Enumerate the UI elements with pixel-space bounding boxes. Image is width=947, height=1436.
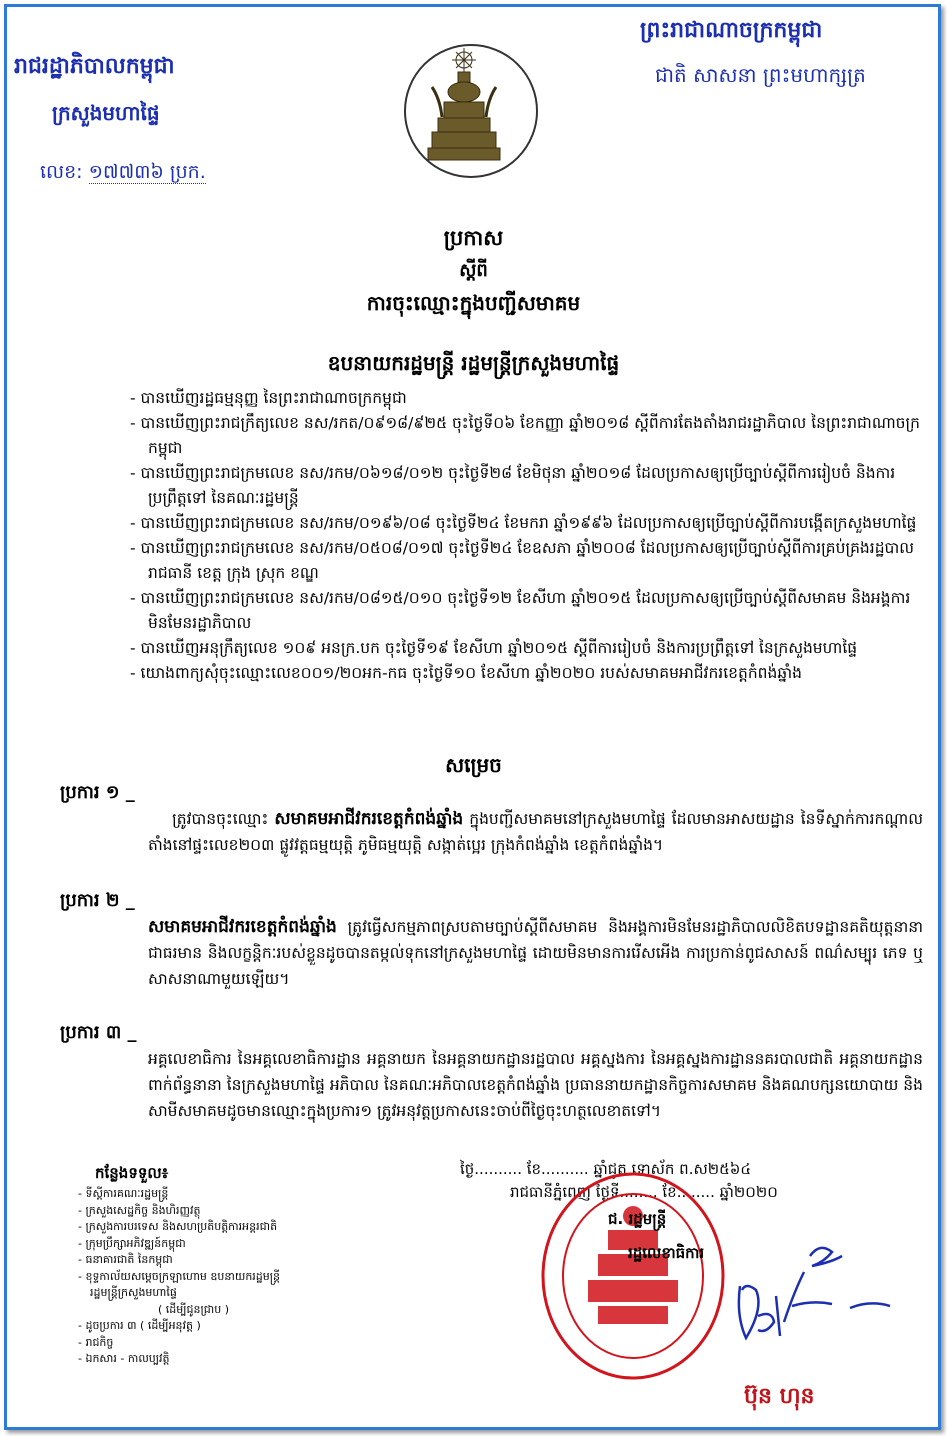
decision-heading: សម្រេច: [445, 753, 502, 777]
article-2-association: សមាគមអាជីវករខេត្តកំពង់ឆ្នាំង: [148, 917, 337, 937]
recipient-item: - ឯកសារ - កាលប្បវត្តិ: [78, 1352, 170, 1365]
recipients-title: កន្លែងទទួល៖: [95, 1164, 169, 1182]
recipient-item: - ដូចប្រការ ៣ ( ដើម្បីអនុវត្ត ): [78, 1319, 201, 1332]
preamble-item: - បានឃើញព្រះរាជក្រមលេខ នស/រកម/០៨១៥/០១០ ចុះថ្ងៃទី១២ ខែសីហា ឆ្នាំ២០១៥ ដែលប្រកាសឲ្យប្រើច្បាប់ស្តីពីសមាគម និងអង្គការមិនមែនរដ្ឋាភិបាល: [130, 589, 911, 632]
preamble-item: - បានឃើញព្រះរាជក្រមលេខ នស/រកម/០៥០៨/០១៧ ចុះថ្ងៃទី២៤ ខែឧសភា ឆ្នាំ២០០៨ ដែលប្រកាសឲ្យប្រើច្បាប់ស្តីពីការគ្រប់គ្រងរដ្ឋបាលរាជធានី ខេត្ត ក្រុង ស្រុក ខណ្ឌ: [130, 539, 915, 582]
kingdom-name: ព្រះរាជាណាចក្រកម្ពុជា: [640, 18, 823, 43]
royal-emblem-icon: [402, 42, 540, 180]
recipients-list: [78, 1186, 408, 1368]
reference-label: លេខ:: [40, 161, 83, 183]
government-name: រាជរដ្ឋាភិបាលកម្ពុជា: [14, 54, 175, 79]
solar-date: រាជធានីភ្នំពេញ ថ្ងៃទី........ ខែ........ ឆ្នាំ២០២០: [510, 1183, 778, 1201]
reference-number: [40, 160, 206, 188]
preamble-item: - យោងពាក្យសុំចុះឈ្មោះលេខ០០១/២០អក-កធ ចុះថ្ងៃទី១០ ខែសីហា ឆ្នាំ២០២០ របស់សមាគមអាជីវករខេត្តកំពង់ឆ្នាំង: [130, 664, 802, 682]
reference-value: ១៧៧៣៦ ប្រក.: [88, 161, 206, 183]
recipient-item: - ក្រសួងសេដ្ឋកិច្ច និងហិរញ្ញវត្ថុ: [78, 1203, 201, 1217]
article-1-post: ក្នុងបញ្ជីសមាគមនៅក្រសួងមហាផ្ទៃ ដែលមានអាសយដ្ឋាន នៃទីស្នាក់ការកណ្តាលតាំងនៅផ្ទះលេខ២០៣ ផ្លូវវត្តធម្មយុត្តិ ភូមិធម្មយុត្តិ សង្កាត់ប្អេរ ក្រុងកំពង់ឆ្នាំង ខេត្តកំពង់ឆ្នាំង។: [148, 810, 923, 854]
recipient-item: - ក្រុមប្រឹក្សាអភិវឌ្ឍន៍កម្ពុជា: [78, 1236, 186, 1250]
preamble-item: - បានឃើញរដ្ឋធម្មនុញ្ញ នៃព្រះរាជាណាចក្រកម្ពុជា: [130, 389, 407, 407]
recipient-item: - រាជកិច្ច: [78, 1335, 114, 1349]
preamble-item: - បានឃើញព្រះរាជក្រមលេខ នស/រកម/០៦១៨/០១២ ចុះថ្ងៃទី២៨ ខែមិថុនា ឆ្នាំ២០១៨ ដែលប្រកាសឲ្យប្រើច្បាប់ស្តីពីការរៀបចំ និងការប្រព្រឹត្តទៅ នៃគណៈរដ្ឋមន្ត្រី: [130, 464, 896, 507]
article-1-body: [148, 806, 923, 858]
document-about: ស្តីពី: [459, 260, 488, 281]
preamble-item: - បានឃើញព្រះរាជក្រមលេខ នស/រកម/០១៩៦/០៨ ចុះថ្ងៃទី២៤ ខែមករា ឆ្នាំ១៩៩៦ ដែលប្រកាសឲ្យប្រើច្បាប់ស្តីពីការបង្កើតក្រសួងមហាផ្ទៃ: [130, 514, 917, 532]
signature-icon: [700, 1226, 920, 1356]
recipient-item: - ខុទ្ទកាល័យសម្តេចក្រឡាហោម ឧបនាយករដ្ឋមន្ត្រី: [78, 1269, 281, 1283]
issuer-title: ឧបនាយករដ្ឋមន្ត្រី រដ្ឋមន្ត្រីក្រសួងមហាផ្ទៃ: [327, 351, 620, 375]
article-3-pre: អគ្គលេខាធិការ នៃអគ្គលេខាធិការដ្ឋាន អគ្គនាយក នៃអគ្គនាយកដ្ឋានរដ្ឋបាល អគ្គស្នងការ នៃអគ្គស្នងការដ្ឋាននគរបាលជាតិ អគ្គនាយកដ្ឋានពាក់ព័ន្ធនានា នៃក្រសួងមហាផ្ទៃ អភិបាល នៃគណៈអភិបាលខេត្តកំពង់ឆ្នាំង ប្រធាននាយកដ្ឋានកិច្ចការសមាគម និងគណបក្សនយោបាយ និងសាមីសមាគមដូចមានឈ្មោះក្នុងប្រការ១ ត្រូវអនុវត្តប្រកាសនេះចាប់ពីថ្ងៃចុះហត្ថលេខាតទៅ។: [148, 1050, 923, 1120]
recipient-item: - ទីស្តីការគណៈរដ្ឋមន្ត្រី: [78, 1187, 169, 1200]
preamble-list: [130, 386, 925, 686]
article-1-pre: ត្រូវបានចុះឈ្មោះ: [172, 810, 275, 828]
article-1-association: សមាគមអាជីវករខេត្តកំពង់ឆ្នាំង: [274, 809, 464, 829]
recipient-item: រដ្ឋមន្ត្រីក្រសួងមហាផ្ទៃ: [90, 1286, 177, 1299]
article-2-body: [148, 914, 923, 992]
preamble-item: - បានឃើញអនុក្រឹត្យលេខ ១០៩ អនក្រ.បក ចុះថ្ងៃទី១៩ ខែសីហា ឆ្នាំ២០១៥ ស្តីពីការរៀបចំ និងការប្រព្រឹត្តទៅ នៃក្រសួងមហាផ្ទៃ: [130, 639, 858, 657]
recipient-item: ( ដើម្បីជូនជ្រាប ): [158, 1302, 230, 1316]
article-1-label: ប្រការ ១ _: [60, 782, 135, 803]
article-3-label: ប្រការ ៣ _: [60, 1022, 137, 1043]
lunar-date: ថ្ងៃ.......... ខែ.......... ឆ្នាំជូត ទោស័ក ព.ស២៥៦៤: [460, 1160, 751, 1178]
article-3-body: [148, 1046, 923, 1124]
article-2-label: ប្រការ ២ _: [60, 890, 135, 911]
national-motto: ជាតិ សាសនា ព្រះមហាក្សត្រ: [655, 63, 866, 87]
document-type: ប្រកាស: [443, 226, 504, 250]
signatory-subtitle: រដ្ឋលេខាធិការ: [628, 1244, 705, 1262]
article-2-post: ត្រូវធ្វើសកម្មភាពស្របតាមច្បាប់ស្តីពីសមាគម និងអង្គការមិនមែនរដ្ឋាភិបាលលិខិតបទដ្ឋានគតិយុត្តនានាជាធរមាន និងលក្ខន្តិកៈរបស់ខ្លួនដូចបានតម្កល់ទុកនៅក្រសួងមហាផ្ទៃ ដោយមិនមានការរើសអើង ការប្រកាន់ពូជសាសន៍ ពណ៌សម្បុរ ភេទ ឬសាសនាណាមួយឡើយ។: [148, 918, 923, 988]
ministry-name: ក្រសួងមហាផ្ទៃ: [52, 101, 160, 125]
document-subject: ការចុះឈ្មោះក្នុងបញ្ជីសមាគម: [366, 291, 581, 315]
signatory-title: ជ. រដ្ឋមន្ត្រី: [608, 1210, 667, 1228]
preamble-item: - បានឃើញព្រះរាជក្រឹត្យលេខ នស/រកត/០៩១៨/៩២៥ ចុះថ្ងៃទី០៦ ខែកញ្ញា ឆ្នាំ២០១៨ ស្តីពីការតែងតាំងរាជរដ្ឋាភិបាល នៃព្រះរាជាណាចក្រកម្ពុជា: [130, 414, 920, 457]
signatory-name: ប៊ុន ហុន: [744, 1384, 815, 1409]
recipient-item: - ធនាគារជាតិ នៃកម្ពុជា: [78, 1253, 173, 1266]
recipient-item: - ក្រសួងការបរទេស និងសហប្រតិបត្តិការអន្តរជាតិ: [78, 1220, 278, 1233]
